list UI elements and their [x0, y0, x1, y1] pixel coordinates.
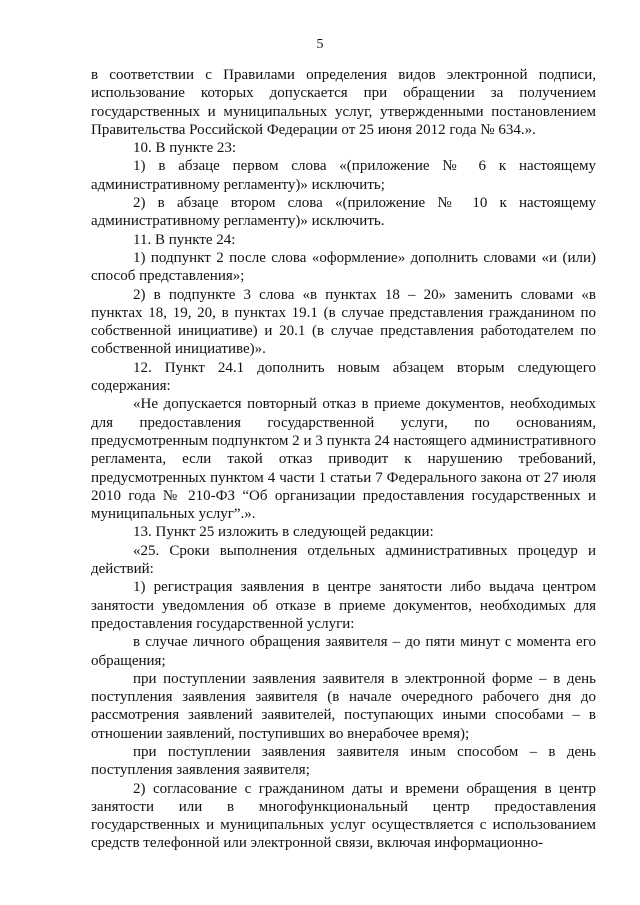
- item-11-sub-1: 1) подпункт 2 после слова «оформление» дополнить словами «и (или) способ представления»;: [91, 249, 596, 285]
- page-number: 5: [316, 37, 324, 52]
- item-10-sub-2: 2) в абзаце втором слова «(приложение № 10 к настоящему административному регламенту)» исключить.: [91, 195, 596, 230]
- item-12-heading: 12. Пункт 24.1 дополнить новым абзацем вторым следующего содержания:: [91, 359, 596, 395]
- item-25-heading: «25. Сроки выполнения отдельных административных процедур и действий:: [91, 542, 596, 578]
- item-25-electronic: при поступлении заявления заявителя в электронной форме – в день поступления заявления заявителя (в начале очередного рабочего дня до рассмотрения заявлений заявителей, поступающих иными способами – в отношении заявлений, поступивших во внерабочее время);: [91, 670, 596, 742]
- item-10-heading: 10. В пункте 23:: [133, 140, 237, 157]
- item-25-sub-2: 2) согласование с гражданином даты и времени обращения в центр занятости или в многофункциональный центр предоставления государственных и муниципальных услуг осуществляется с использованием средств телефонной или электронной связи, включая информационно-: [91, 780, 596, 852]
- item-25-sub-1: 1) регистрация заявления в центре занятости либо выдача центром занятости уведомления об отказе в приеме документов, необходимых для предоставления государственной услуги:: [91, 579, 596, 632]
- paragraph-continuation: в соответствии с Правилами определения видов электронной подписи, использование которых допускается при обращении за получением государственных и муниципальных услуг, утвержденными постановлением Правительства Российской Федерации от 25 июня 2012 года № 634.».: [91, 67, 596, 138]
- item-10-sub-1: 1) в абзаце первом слова «(приложение № 6 к настоящему административному регламенту)» исключить;: [91, 158, 596, 193]
- item-12-quote: «Не допускается повторный отказ в приеме документов, необходимых для предоставления государственной услуги, по основаниям, предусмотренным подпунктом 2 и 3 пункта 24 настоящего административного регламента, если такой отказ приводит к нарушению требований, предусмотренных пунктом 4 части 1 статьи 7 Федерального закона от 27 июля 2010 года № 210-ФЗ “Об организации предоставления государственных и муниципальных услуг”.».: [91, 396, 596, 523]
- item-25-other: при поступлении заявления заявителя иным способом – в день поступления заявления заявителя;: [91, 743, 596, 779]
- item-11-sub-2: 2) в подпункте 3 слова «в пунктах 18 – 20» заменить словами «в пунктах 18, 19, 20, в пунктах 19.1 (в случае представления гражданином по собственной инициативе) и 20.1 (в случае представления работодателем по собственной инициативе)».: [91, 286, 596, 358]
- item-13-heading: 13. Пункт 25 изложить в следующей редакции:: [133, 524, 434, 541]
- item-25-personal: в случае личного обращения заявителя – до пяти минут с момента его обращения;: [91, 634, 596, 669]
- item-11-heading: 11. В пункте 24:: [133, 231, 236, 248]
- document-body: [91, 66, 596, 853]
